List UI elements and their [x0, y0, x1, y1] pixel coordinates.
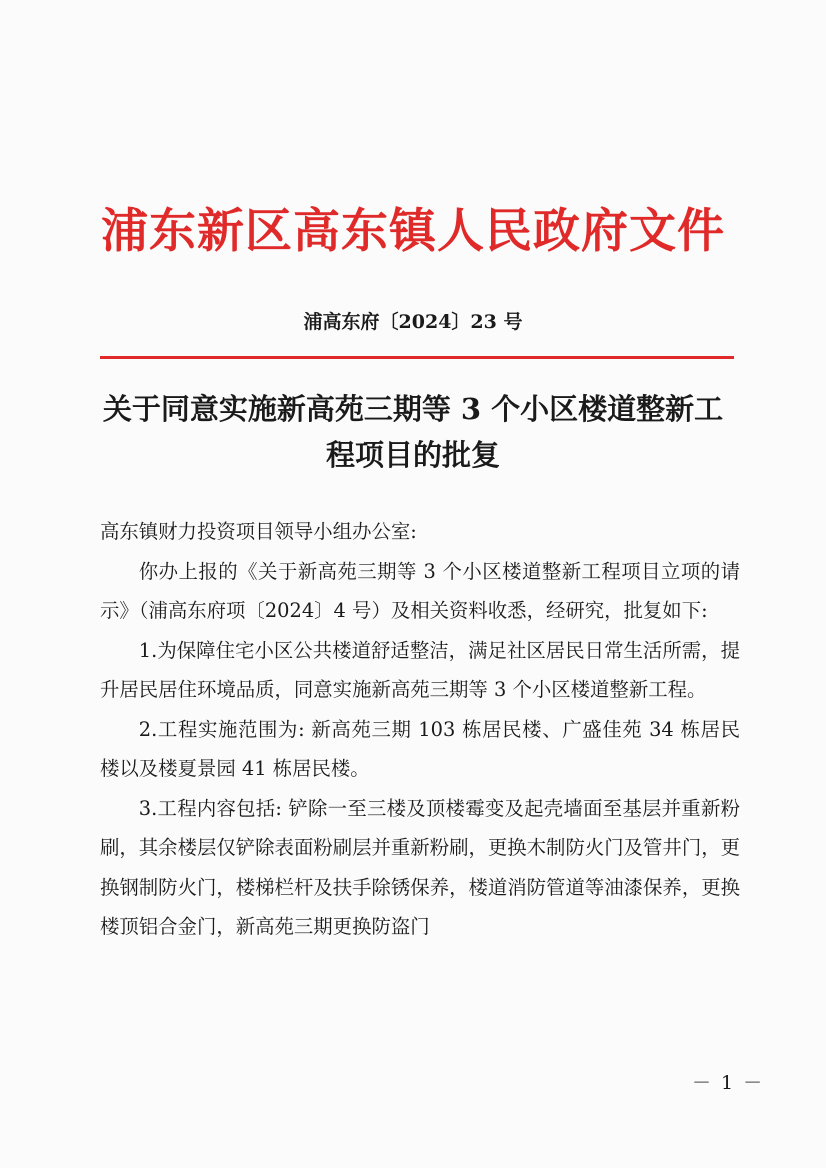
- body-paragraph: 1.为保障住宅小区公共楼道舒适整洁，满足社区居民日常生活所需，提升居民居住环境品质，同意实施新高苑三期等 3 个小区楼道整新工程。: [100, 638, 740, 701]
- red-divider-line: [100, 356, 734, 359]
- body-paragraph: 3.工程内容包括: 铲除一至三楼及顶楼霉变及起壳墙面至基层并重新粉刷，其余楼层仅铲除表面粉刷层并重新粉刷，更换木制防火门及管井门，更换钢制防火门，楼梯栏杆及扶手除锈保养，楼道消防管道等油漆保养，更换楼顶铝合金门，新高苑三期更换防盗门: [100, 796, 740, 938]
- document-title: 关于同意实施新高苑三期等 3 个小区楼道整新工程项目的批复: [102, 392, 724, 472]
- body-paragraph: 2.工程实施范围为: 新高苑三期 103 栋居民楼、广盛佳苑 34 栋居民楼以及楼夏景园 41 栋居民楼。: [100, 717, 740, 780]
- issuer-masthead: 浦东新区高东镇人民政府文件: [101, 204, 725, 259]
- document-body: [100, 512, 740, 947]
- body-paragraph: 你办上报的《关于新高苑三期等 3 个小区楼道整新工程项目立项的请示》（浦高东府项〔2024〕4 号）及相关资料收悉，经研究，批复如下:: [100, 559, 740, 622]
- document-number: 浦高东府〔2024〕23 号: [303, 311, 523, 333]
- addressee: 高东镇财力投资项目领导小组办公室:: [100, 520, 417, 543]
- page-number: － 1 －: [692, 1072, 765, 1094]
